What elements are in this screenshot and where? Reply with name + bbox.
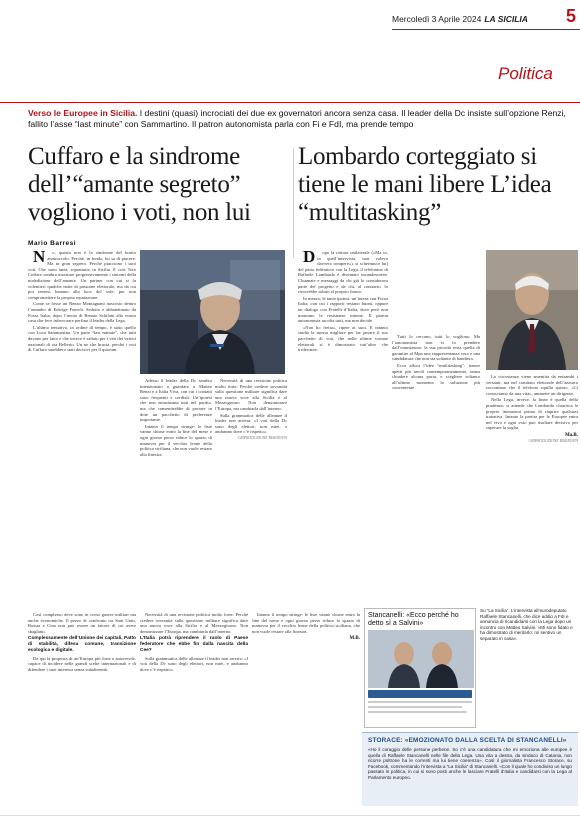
byline: Mario Barresi: [28, 240, 77, 247]
paragraph: In mezzo, le tante ipotesi: un’intesa con Forza Italia, con cui i rapporti restano buoni, oppure un dialogo con Fratelli d’Italia, dove però non mancano le resistenze interne. Il patron autonomista ascolta tutti, ma non decide.: [298, 295, 388, 324]
stancanelli-photo: [368, 630, 474, 688]
web-caption: Su “La Sicilia”. L’intervista all’eurodeputato Raffaele Stancanelli, che dice addio a FdI e annuncia di ricandidarsi con la Lega dopo un incontro con Matteo Salvini. «Mi sono fidato e ha dimostrato di meritarlo: mi sentivo un separato in casa».: [480, 608, 573, 641]
storace-box-title: STORACE: «EMOZIONATO DALLA SCELTA DI STANCANELLI»: [368, 737, 567, 744]
right-col-2: [392, 334, 480, 604]
paragraph: Dopo la rottura unilaterale («Ma io, in quell’intervista, non volevo davvero rompere»), si schermisce lui) del patto federativo con la Lega, il telefonino di Raffaele Lombardo è diventato incandescente. Chiamate e messaggi da chi già lo considerava parte del progetto e da chi, al contrario, lo rivorrebbe subito al proprio fianco.: [298, 250, 388, 295]
left-col-1: [28, 250, 136, 608]
masthead-rule: [392, 29, 580, 30]
paragraph: No, questa non è la sindrome del brutto anatroccolo. Perché, in fondo, lui sa di piacere. Ma in gran segreto. Perché piacciono i suoi voti. Che sono tanti, soprattutto in Sicilia. E così Totò Cuffaro sembra mostrare progressivamente i sintomi della maledizione dell’amante. Un partner con cui si fa volentieri qualche notte di passione elettorale, ma da cui poi tenersi lontano alla luce del sole, per non compromettere la propria reputazione.: [28, 250, 136, 300]
paragraph: Ecco allora l’idea “multitasking”: tenere aperti più tavoli contemporaneamente, senza chiudere alcuna porta, e scegliere soltanto all’ultimo momento la soluzione più conveniente.: [392, 362, 480, 391]
paragraph: La circostanza viene smentita da entrambi i versanti, ma nel comitato elettorale dell’azzurro raccontano che il telefono squilla spesso. «Ci conosciamo da una vita», ammette un dirigente.: [486, 374, 578, 396]
paragraph: Sulla grammatica delle alleanze il leader non arretra: «I voti della Dc sono degli elettori, non miei, e andranno dove c’è rispetto».: [140, 655, 248, 672]
paragraph: Adesso il leader della Dc sembra intenzionato a guardare a Matteo Renzi e a Italia Viva, con cui i contatti sono frequenti e cordiali. Un’ipotesi che non entusiasma tutti nel partito, ma che consentirebbe di portare in dote un pacchetto di preferenze importante.: [140, 378, 212, 423]
right-col-3: [486, 374, 578, 604]
kicker-lead: Verso le Europee in Sicilia.: [28, 108, 138, 118]
right-credit: ©RIPRODUZIONE RISERVATA: [528, 438, 578, 443]
paragraph: Così complesso deve sono in corso guerre militari ma anche economiche. Il pezzo di confronto tra Stati Uniti, Russia e Cina non può essere un fattore di cui avere sbagliato.: [28, 612, 136, 634]
section-rule: [0, 102, 580, 103]
kicker-text: I destini (quasi) incrociati dei due ex governatori ancora senza casa. Il leader della Dc insiste sull’opzione Renzi, fallito l’asse “last minute” con Sammartino. Il patron autonomista parla con Fi e FdI, ma prende tempo: [28, 108, 566, 130]
paragraph: Da qui la proposta di un’Europa più forte e autorevole, capace di incidere nelle grandi scelte internazionali e di difendere i suoi interessi senza subalternità.: [28, 655, 136, 672]
masthead: [0, 0, 580, 30]
screenshot-headline: Stancanelli: «Ecco perché ho detto sì a Salvini»: [368, 612, 459, 627]
issue-date: Mercoledì 3 Aprile 2024 LA SICILIA: [392, 14, 528, 24]
right-signature: Ma.B.: [564, 432, 578, 438]
subhead: L’Italia potrà riprendere il ruolo di Paese federatore che ebbe fin dalla nascita della Cee?: [140, 636, 248, 653]
section-title: Politica: [498, 64, 553, 83]
footer-rule: [0, 815, 580, 816]
paragraph: Tutti lo cercano, tutti lo vogliono. Ma l’autonomista non si fa prendere dall’entusiasmo: la sua priorità resta quella di garantire al Mpa una rappresentanza vera e una candidatura che non sia soltanto di bandiera.: [392, 334, 480, 362]
storace-box: [362, 732, 578, 806]
headline-divider: [293, 148, 294, 258]
paragraph: «Non ho fretta», ripete ai suoi. E intanto studia la mossa migliore per far pesare il suo pacchetto di voti, che nelle ultime tornate elettorali si è dimostrato tutt’altro che irrilevante.: [298, 324, 388, 353]
page-number: 5: [566, 6, 577, 26]
screenshot-text-lines: [368, 701, 472, 713]
paragraph: Necessità di una revisione politica molto forte. Perché credere sovranità sulla questione militare significa dare una nuova voce alla Sicilia e al Mezzogiorno. Non demonizzare l’Europa, ma cambiarla dall’interno.: [215, 378, 287, 411]
paragraph: Necessità di una revisione politica molto forte. Perché credere sovranità sulla questione militare significa dare una nuova voce alla Sicilia e al Mezzogiorno. Non demonizzare l’Europa, ma cambiarla dall’interno.: [140, 612, 248, 634]
left-col-5: [140, 612, 248, 812]
paragraph: Sulla grammatica delle alleanze il leader non arretra: «I voti della Dc sono degli elettori, non miei, e andranno dove c’è rispetto».: [215, 412, 287, 435]
paragraph: Come se fosse un Renzo Montagnani nascosto dentro l’armadio di Edwige Fenech. Sedotto e abbandonato da Forza Italia, dopo l’invito di Renato Schifani alla vostra casa che fece infervorare perfino il leader della Lega.: [28, 301, 136, 324]
left-credit: ©RIPRODUZIONE RISERVATA: [237, 435, 287, 440]
left-col-3: [215, 378, 287, 608]
left-col-6: [252, 612, 360, 812]
kicker: [28, 108, 576, 131]
paragraph: Nella Lega, invece, la linea è quella della prudenza: si attende che Lombardo chiarisca le proprie intenzioni prima di riaprire qualsiasi trattativa. Intanto la partita per le Europee entra nel vivo e ogni voto può risultare decisivo per superare la soglia.: [486, 397, 578, 431]
paper-name: LA SICILIA: [484, 14, 528, 24]
left-col-4: [28, 612, 136, 812]
left-signature: M.B.: [349, 636, 360, 642]
lombardo-photo: [486, 250, 578, 370]
web-screenshot: [364, 608, 476, 728]
subhead: Complessamente dell’Unione dei capitali, Patto di stabilità, difesa comune, transizione ecologica e digitale.: [28, 636, 136, 653]
screenshot-bar: [368, 690, 472, 698]
storace-box-body: «Ho il coraggio delle persone perbene. So c’è una candidatura che mi emoziona alle europee è quella di Raffaele Stancanelli nelle file della Lega. Una vita a destra, da sindaco di Catania, non ricorre poltrone ha le correnti ma lui tiene coerenza». Così il giornalista Francesco Storace, su Facebook, commentando l’intervista a “La Sicilia” di Stancanelli. «Con il quale ho condiviso un lungo passato in politica, in cui si sono posti anche le lasciare Fratelli d’Italia e candidarsi con la Lega al Parlamento europeo.: [368, 747, 572, 780]
cuffaro-photo: [140, 250, 285, 374]
paragraph: L’ultimo tentativo, in ordine di tempo, è stato quello con Luca Sammartino. Un patto “last minute”, che tutti davano per fatto e che invece è saltato per i veti dei vertici nazionali di via Bellerio. Un no che brucia, perché i voti di Cuffaro sarebbero stati decisivi per il quorum.: [28, 324, 136, 353]
paragraph: Intanto il tempo stringe: le liste vanno chiuse entro la fine del mese e ogni giorno perso riduce lo spazio di manovra per il vecchio leone della politica siciliana, che non vuole restare alla finestra.: [252, 612, 360, 634]
paragraph: Intanto il tempo stringe: le liste vanno chiuse entro la fine del mese e ogni giorno perso riduce lo spazio di manovra per il vecchio leone della politica siciliana, che non vuole restare alla finestra.: [140, 423, 212, 457]
left-headline: Cuffaro e la sindrome dell’“amante segreto” vogliono i voti, non lui: [28, 143, 251, 226]
right-col-1: [298, 250, 388, 604]
left-col-2: [140, 378, 212, 608]
right-headline: Lombardo corteggiato si tiene le mani libere L’idea “multitasking”: [298, 143, 552, 226]
